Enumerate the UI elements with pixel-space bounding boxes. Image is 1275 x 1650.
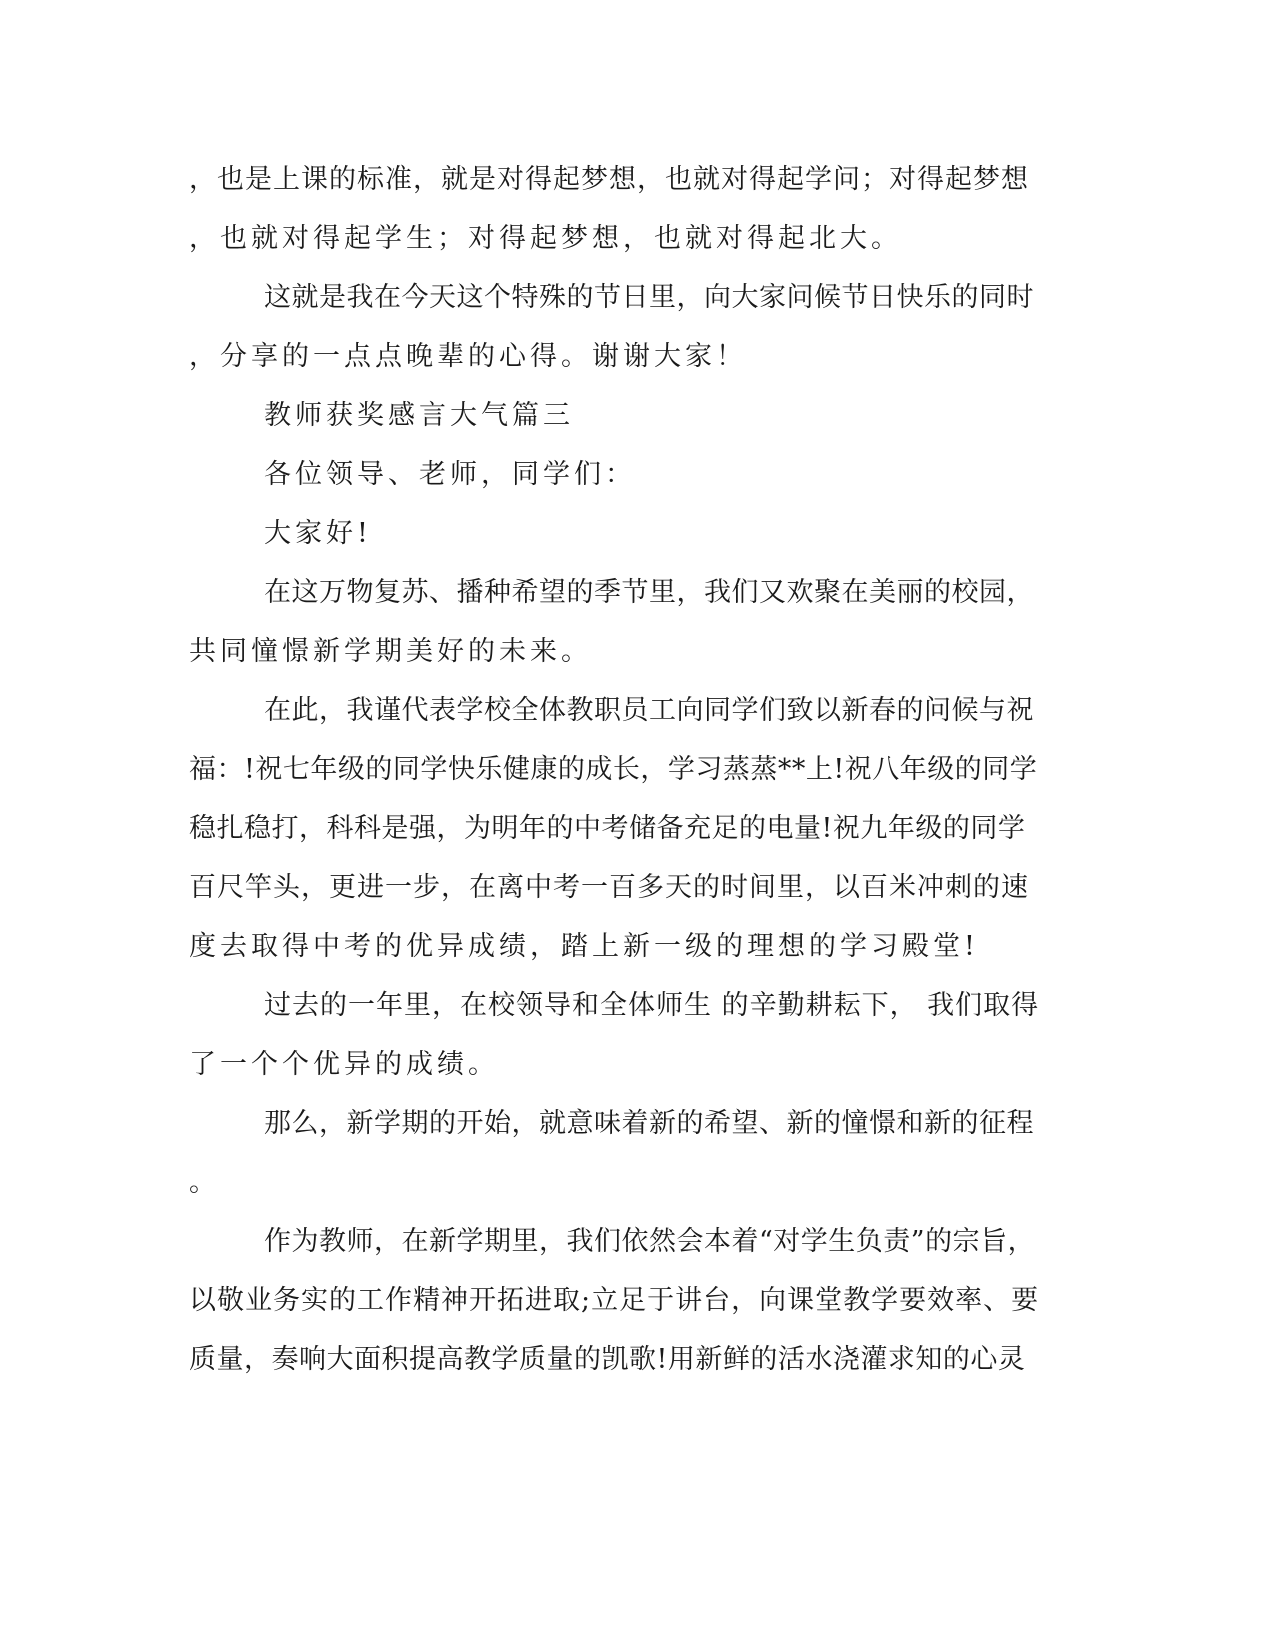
text-line: 那么，新学期的开始，就意味着新的希望、新的憧憬和新的征程 xyxy=(264,1108,1034,1139)
text-line: 这就是我在今天这个特殊的节日里，向大家问候节日快乐的同时 xyxy=(264,282,1034,313)
text-line: 在此，我谨代表学校全体教职员工向同学们致以新春的问候与祝 xyxy=(264,695,1034,726)
salutation: 各位领导、老师，同学们： xyxy=(264,459,636,490)
text-line: 共同憧憬新学期美好的未来。 xyxy=(189,636,592,667)
text-line: ，分享的一点点晚辈的心得。谢谢大家！ xyxy=(189,341,747,372)
text-line: 度去取得中考的优异成绩，踏上新一级的理想的学习殿堂! xyxy=(189,931,979,962)
text-line: 福：!祝七年级的同学快乐健康的成长，学习蒸蒸**上!祝八年级的同学 xyxy=(189,754,1038,785)
text-line: ，也就对得起学生；对得起梦想，也就对得起北大。 xyxy=(189,223,902,254)
text-line: 稳扎稳打，科科是强，为明年的中考储备充足的电量!祝九年级的同学 xyxy=(189,813,1026,844)
text-line: 作为教师，在新学期里，我们依然会本着“对学生负责”的宗旨， xyxy=(264,1226,1036,1257)
text-line: 在这万物复苏、播种希望的季节里，我们又欢聚在美丽的校园， xyxy=(264,577,1034,608)
text-line: 以敬业务实的工作精神开拓进取;立足于讲台，向课堂教学要效率、要 xyxy=(189,1285,1040,1316)
text-line: 了一个个优异的成绩。 xyxy=(189,1049,499,1080)
text-line: 百尺竿头，更进一步，在离中考一百多天的时间里，以百米冲刺的速 xyxy=(189,872,1029,903)
text-line: 。 xyxy=(189,1167,220,1198)
text-line: 质量，奏响大面积提高教学质量的凯歌!用新鲜的活水浇灌求知的心灵 xyxy=(189,1344,1026,1375)
text-line: 过去的一年里，在校领导和全体师生 的辛勤耕耘下， 我们取得 xyxy=(264,990,1040,1021)
greeting: 大家好! xyxy=(264,518,372,549)
text-line: ，也是上课的标准，就是对得起梦想，也就对得起学问；对得起梦想 xyxy=(189,164,1029,195)
section-heading: 教师获奖感言大气篇三 xyxy=(264,400,574,431)
